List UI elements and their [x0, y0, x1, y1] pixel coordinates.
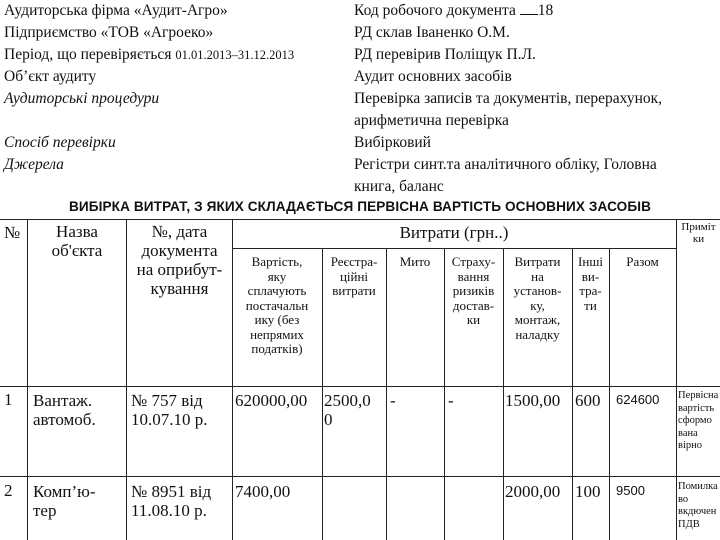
col-header-doc [127, 222, 232, 298]
col-header-other-line: тра- [579, 283, 602, 299]
col-header-total-line: Разом [626, 254, 659, 269]
col-header-ins-line: достав- [452, 297, 495, 313]
procedures-value-line2: арифметична перевірка [354, 112, 509, 129]
doc-code-label: Код робочого документа [354, 2, 516, 19]
check-method-value: Вибірковий [354, 134, 431, 151]
check-method-label: Спосіб перевірки [4, 134, 116, 151]
row-registration [324, 391, 371, 429]
row-num: 2 [4, 481, 13, 500]
row-installation: 1500,00 [505, 391, 561, 410]
period-value: 01.01.2013–31.12.2013 [175, 48, 295, 62]
col-header-install-line: на [531, 268, 544, 284]
row-note-line: вана [678, 427, 698, 439]
col-header-name-line: Назва [56, 222, 98, 241]
col-header-name-line: об'єкта [51, 241, 103, 261]
row-name-line: Вантаж. [33, 391, 93, 410]
col-header-cost-line: яку [267, 268, 287, 284]
col-header-install-line: ку, [530, 297, 545, 313]
row-note-line: вірно [678, 440, 702, 452]
col-header-doc-line: кування [150, 279, 209, 299]
col-header-num: № [4, 223, 21, 242]
col-header-duty-line: Мито [399, 254, 431, 269]
col-header-total [609, 255, 676, 270]
doc-code [354, 0, 553, 22]
col-header-ins-line: вання [457, 268, 490, 284]
row-doc-line: № 8951 від [131, 482, 212, 501]
period-label: Період, що перевіряється [4, 46, 172, 63]
col-header-name [28, 222, 126, 260]
procedures-value-line1: Перевірка записів та документів, перерахунок, [354, 90, 663, 107]
sources-value-line2: книга, баланс [354, 178, 444, 195]
row-total: 9500 [616, 483, 645, 498]
row-name-line: Комп’ю- [33, 482, 96, 501]
row-cost: 7400,00 [235, 482, 291, 501]
col-header-install-line: Витрати [514, 254, 561, 269]
row-note-line: вкдючен [678, 506, 717, 518]
row-reg-line: 0 [324, 410, 333, 430]
col-header-ins-line: ризиків [452, 283, 495, 299]
col-header-other [572, 255, 609, 313]
col-header-registration [322, 255, 386, 299]
row-duty: - [390, 391, 396, 410]
compiled-by: РД склав Іваненко О.М. [354, 24, 510, 41]
col-header-cost-line: Вартість, [251, 254, 303, 269]
audit-object-label: Об’єкт аудиту [4, 68, 97, 85]
row-note-line: вартість [678, 402, 715, 414]
col-header-insurance [444, 255, 503, 328]
row-note [678, 390, 720, 453]
audit-object-value: Аудит основних засобів [354, 68, 512, 85]
col-header-install-line: монтаж, [514, 312, 561, 328]
row-name-line: автомоб. [33, 410, 96, 430]
row-doc [131, 482, 211, 520]
row-doc-line: № 757 від [131, 391, 203, 410]
row-name [33, 482, 96, 520]
row-note-line: Первісна [678, 390, 719, 401]
col-header-cost-line: непрямих [250, 326, 304, 342]
col-header-doc-line: на оприбут- [136, 260, 223, 280]
col-header-cost-line: податків) [251, 341, 303, 357]
row-doc-line: 10.07.10 р. [131, 410, 208, 430]
col-header-other-line: ти [584, 297, 597, 313]
table-title: ВИБІРКА ВИТРАТ, З ЯКИХ СКЛАДАЄТЬСЯ ПЕРВІСНА ВАРТІСТЬ ОСНОВНИХ ЗАСОБІВ [68, 199, 652, 214]
auditor-firm: Аудиторська фірма «Аудит-Агро» [4, 2, 228, 19]
col-header-ins-line: Страху- [451, 254, 496, 269]
checked-by: РД перевірив Поліщук П.Л. [354, 46, 536, 63]
sources-label: Джерела [4, 156, 64, 173]
col-header-cost [232, 255, 322, 357]
enterprise: Підприємство «ТОВ «Агроеко» [4, 24, 214, 41]
row-note-line: во [678, 493, 689, 505]
doc-code-underline [520, 0, 538, 15]
col-header-install-line: установ- [513, 283, 562, 299]
row-note-line: ПДВ [678, 518, 700, 530]
row-note-line: Помилка [678, 481, 718, 492]
row-other: 100 [575, 482, 601, 501]
col-header-doc-line: №, дата [151, 222, 208, 241]
col-header-notes [677, 221, 720, 246]
row-note-line: сформо [678, 415, 712, 427]
col-header-reg-line: ційні [339, 268, 369, 284]
row-doc-line: 11.08.10 р. [131, 501, 207, 521]
col-header-reg-line: витрати [332, 283, 376, 299]
row-cost: 620000,00 [235, 391, 308, 410]
row-total: 624600 [616, 392, 660, 407]
col-header-other-line: ви- [581, 268, 600, 284]
doc-code-value: 18 [537, 2, 554, 19]
col-header-cost-line: сплачують [247, 283, 307, 299]
col-header-reg-line: Реєстра- [330, 254, 378, 269]
row-name-line: тер [33, 501, 57, 521]
col-header-other-line: Інші [578, 254, 603, 269]
period [4, 44, 294, 66]
col-header-ins-line: ки [466, 312, 481, 328]
row-note [678, 481, 720, 531]
col-header-notes-line: ки [692, 233, 705, 246]
col-header-expenses: Витрати (грн..) [399, 223, 509, 242]
col-header-duty [386, 255, 444, 270]
col-header-cost-line: ику (без [254, 312, 300, 328]
row-reg-line: 2500,0 [324, 391, 371, 410]
row-name [33, 391, 96, 429]
col-header-install-line: наладку [515, 326, 560, 342]
sources-value-line1: Регістри синт.та аналітичного обліку, Головна [354, 156, 657, 173]
row-insurance: - [448, 391, 454, 410]
row-num: 1 [4, 390, 13, 409]
col-header-cost-line: постачальн [245, 297, 309, 313]
col-header-doc-line: документа [141, 241, 218, 261]
col-header-installation [503, 255, 572, 342]
audit-procedures-label: Аудиторські процедури [4, 90, 160, 107]
col-header-notes-line: Приміт [681, 221, 716, 233]
row-installation: 2000,00 [505, 482, 561, 501]
row-doc [131, 391, 208, 429]
row-other: 600 [575, 391, 601, 410]
